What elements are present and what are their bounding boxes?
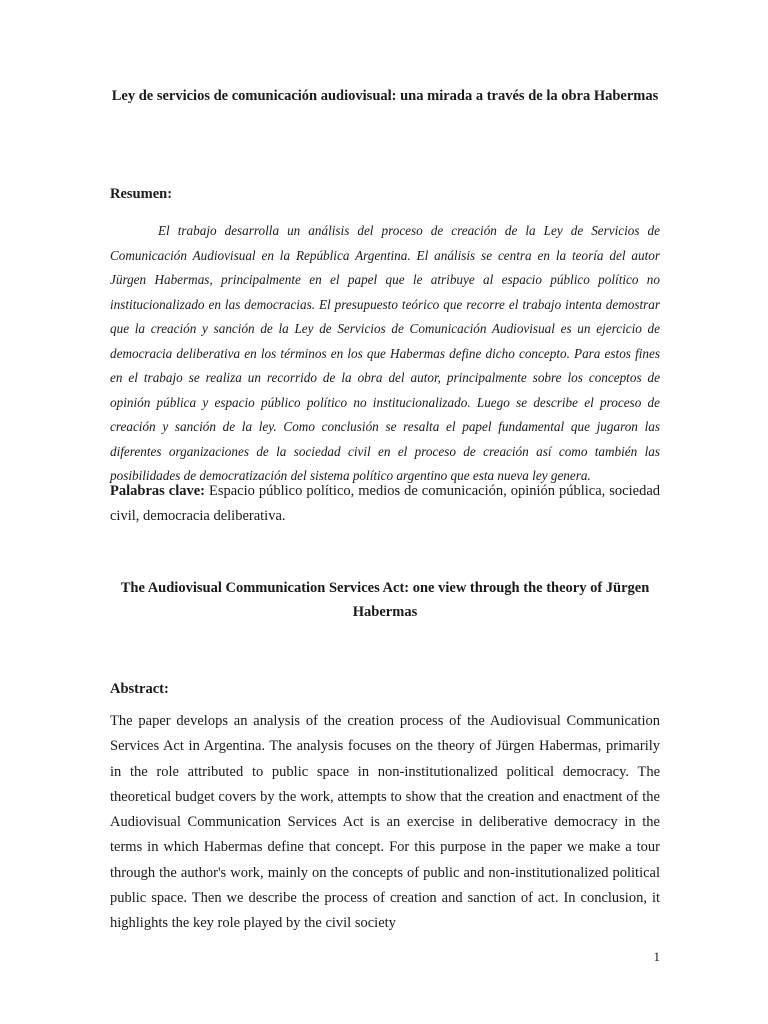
spanish-title: Ley de servicios de comunicación audiovisual: una mirada a través de la obra Habermas — [111, 88, 659, 104]
english-title: The Audiovisual Communication Services Act: one view through the theory of Jürgen Habermas — [120, 580, 650, 620]
resumen-paragraph: El trabajo desarrolla un análisis del proceso de creación de la Ley de Servicios de Comunicación Audiovisual en la República Argentina. El análisis se centra en la teoría del autor Jürgen Habermas, principalmente en el papel que le atribuye al espacio público político no institucionalizado en las democracias. El presupuesto teórico que recorre el trabajo intenta demostrar que la creación y sanción de la Ley de Servicios de Comunicación Audiovisual es un ejercicio de democracia deliberativa en los términos en los que Habermas define dicho concepto. Para estos fines en el trabajo se realiza un recorrido de la obra del autor, principalmente sobre los conceptos de opinión pública y espacio público político no institucionalizado. Luego se describe el proceso de creación y sanción de la ley. Como conclusión se resalta el papel fundamental que jugaron las diferentes organizaciones de la sociedad civil en el proceso de creación así como también las posibilidades de democratización del sistema político argentino que esta nueva ley genera. — [110, 223, 660, 483]
abstract-paragraph: The paper develops an analysis of the creation process of the Audiovisual Communication Services Act in Argentina. The analysis focuses on the theory of Jürgen Habermas, primarily in the role attributed to public space in non-institutionalized political democracy. The theoretical budget covers by the work, attempts to show that the creation and enactment of the Audiovisual Communication Services Act is an exercise in deliberative democracy in the terms in which Habermas define that concept. For this purpose in the paper we make a tour through the author's work, mainly on the concepts of public and non-institutionalized political public space. Then we describe the process of creation and sanction of act. In conclusion, it highlights the key role played by the civil society — [110, 713, 660, 932]
keywords-label: Palabras clave: — [110, 483, 205, 499]
keywords-text: Espacio público político, medios de comunicación, opinión pública, sociedad civil, democracia deliberativa. — [110, 483, 661, 524]
keywords-line — [110, 479, 660, 529]
resumen-heading: Resumen: — [110, 186, 173, 202]
abstract-heading: Abstract: — [110, 681, 169, 697]
page-number: 1 — [653, 949, 660, 964]
